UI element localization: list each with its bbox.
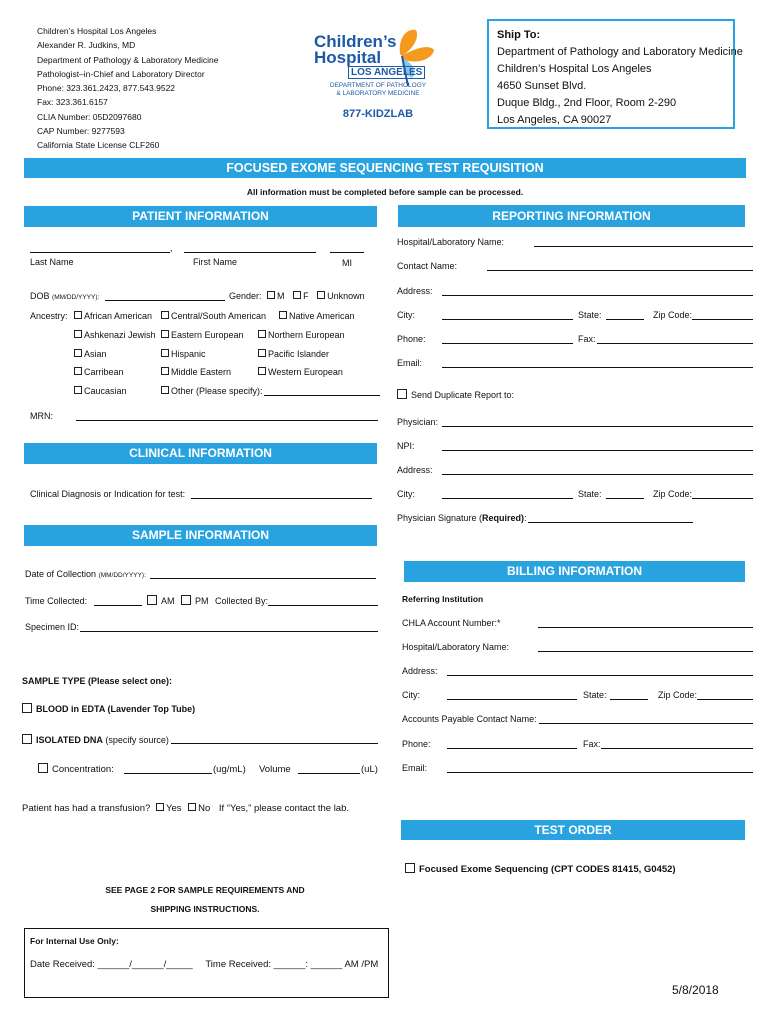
billing-state-label: State: — [583, 690, 607, 700]
am-label: AM — [161, 596, 175, 606]
report-email-label: Email: — [397, 358, 423, 368]
duplicate-report-checkbox[interactable] — [397, 389, 407, 399]
logo-dept-line: & LABORATORY MEDICINE — [336, 90, 420, 97]
collection-date-label — [25, 569, 146, 579]
collected-by-field[interactable] — [268, 605, 378, 606]
report-state-field[interactable] — [606, 319, 644, 320]
report-fax-label: Fax: — [578, 334, 596, 344]
billing-state-field[interactable] — [610, 699, 648, 700]
dna-option[interactable] — [22, 734, 169, 745]
gender-group — [229, 291, 365, 301]
date-received-field[interactable]: ______/______/_____ — [97, 959, 193, 970]
npi-label: NPI: — [397, 441, 415, 451]
lab-info-line: Fax: 323.361.6157 — [37, 97, 108, 108]
billing-fax-field[interactable] — [601, 748, 753, 749]
report-hospital-label: Hospital/Laboratory Name: — [397, 237, 505, 247]
report-city-field[interactable] — [442, 319, 573, 320]
billing-info-heading: BILLING INFORMATION — [404, 561, 745, 582]
ancestry-option[interactable]: Ashkenazi Jewish — [74, 330, 156, 340]
dob-label — [30, 291, 99, 301]
physician-zip-field[interactable] — [692, 498, 753, 499]
report-address-label: Address: — [397, 286, 433, 296]
transfusion-label: Patient has had a transfusion? — [22, 803, 151, 814]
pm-label: PM — [195, 596, 209, 606]
internal-use-title: For Internal Use Only: — [30, 936, 119, 946]
ancestry-option[interactable]: Pacific Islander — [258, 349, 329, 359]
pm-checkbox[interactable] — [181, 595, 191, 605]
billing-city-field[interactable] — [447, 699, 577, 700]
ancestry-option[interactable]: Carribean — [74, 367, 124, 377]
form-date: 5/8/2018 — [672, 983, 719, 997]
ancestry-option[interactable]: Eastern European — [161, 330, 244, 340]
ancestry-option[interactable]: Central/South American — [161, 311, 266, 321]
date-received-row — [30, 959, 378, 970]
chla-account-field[interactable] — [538, 627, 753, 628]
gender-unknown-checkbox[interactable] — [317, 291, 325, 299]
time-collected-field[interactable] — [94, 605, 142, 606]
physician-zip-label: Zip Code: — [653, 489, 693, 499]
mrn-label: MRN: — [30, 411, 53, 421]
duplicate-report-option[interactable] — [397, 389, 514, 400]
am-pm-group — [147, 595, 268, 606]
physician-signature-field[interactable] — [528, 522, 693, 523]
report-contact-label: Contact Name: — [397, 261, 458, 271]
blood-checkbox[interactable] — [22, 703, 32, 713]
report-contact-field[interactable] — [487, 270, 753, 271]
gender-unknown-label: Unknown — [327, 291, 365, 301]
lab-info-line: Pathologist–in-Chief and Laboratory Director — [37, 68, 205, 79]
logo-text-los-angeles: LOS ANGELES — [348, 66, 425, 79]
npi-field[interactable] — [442, 450, 753, 451]
transfusion-no-checkbox[interactable] — [188, 803, 196, 811]
ancestry-option[interactable]: Northern European — [258, 330, 345, 340]
volume-field[interactable] — [298, 773, 360, 774]
collection-date-field[interactable] — [150, 578, 376, 579]
mi-label: MI — [342, 258, 352, 268]
ship-to-title: Ship To: — [497, 29, 541, 41]
lab-info-line: Alexander R. Judkins, MD — [37, 40, 136, 51]
am-checkbox[interactable] — [147, 595, 157, 605]
concentration-group — [38, 763, 114, 775]
billing-email-label: Email: — [402, 763, 428, 773]
report-phone-label: Phone: — [397, 334, 426, 344]
completion-notice: All information must be completed before sample can be processed. — [246, 187, 524, 197]
concentration-label: Concentration: — [52, 764, 114, 775]
blood-label: BLOOD in EDTA (Lavender Top Tube) — [36, 704, 196, 714]
transfusion-note: If “Yes,” please contact the lab. — [218, 803, 350, 814]
ap-contact-field[interactable] — [539, 723, 753, 724]
ship-to-line: 4650 Sunset Blvd. — [497, 80, 587, 92]
signature-label — [397, 513, 527, 523]
chla-account-label: CHLA Account Number:* — [402, 618, 501, 628]
logo-text-childrens: Children’s — [314, 32, 397, 51]
collection-date-text: Date of Collection — [25, 569, 97, 579]
lab-info-block — [37, 24, 218, 153]
ancestry-option[interactable]: Hispanic — [161, 349, 206, 359]
dob-field[interactable] — [105, 300, 225, 301]
ship-to-box — [487, 19, 743, 129]
blood-option[interactable] — [22, 703, 195, 714]
physician-address-label: Address: — [397, 465, 433, 475]
billing-phone-label: Phone: — [402, 739, 431, 749]
concentration-checkbox[interactable] — [38, 763, 48, 773]
physician-label: Physician: — [397, 417, 439, 427]
report-address-field[interactable] — [442, 295, 753, 296]
report-zip-field[interactable] — [692, 319, 753, 320]
dna-checkbox[interactable] — [22, 734, 32, 744]
dna-spec-label: (specify source) — [105, 735, 169, 745]
physician-address-field[interactable] — [442, 474, 753, 475]
lab-info-line: Children’s Hospital Los Angeles — [37, 26, 157, 36]
billing-zip-label: Zip Code: — [658, 690, 698, 700]
diagnosis-field[interactable] — [191, 498, 372, 499]
ancestry-option[interactable]: Middle Eastern — [161, 367, 231, 377]
physician-city-field[interactable] — [442, 498, 573, 499]
report-state-label: State: — [578, 310, 602, 320]
logo-text-hospital: Hospital — [314, 48, 382, 67]
form-title: FOCUSED EXOME SEQUENCING TEST REQUISITION — [24, 158, 746, 178]
concentration-field[interactable] — [124, 773, 212, 774]
ship-to-line: Department of Pathology and Laboratory Medicine — [497, 46, 743, 58]
report-email-field[interactable] — [442, 367, 753, 368]
signature-colon: : — [524, 513, 527, 523]
reporting-info-heading: REPORTING INFORMATION — [398, 205, 745, 227]
gender-f-checkbox[interactable] — [293, 291, 301, 299]
specimen-id-label: Specimen ID: — [25, 622, 80, 632]
ancestry-option[interactable]: Western European — [258, 367, 343, 377]
report-hospital-field[interactable] — [534, 246, 753, 247]
mi-field[interactable] — [330, 252, 364, 253]
billing-fax-label: Fax: — [583, 739, 601, 749]
report-city-label: City: — [397, 310, 415, 320]
transfusion-row — [22, 803, 349, 814]
collected-by-label: Collected By: — [215, 596, 269, 606]
collection-date-format: (MM/DD/YYYY): — [98, 572, 146, 579]
ancestry-label: Ancestry: — [30, 311, 68, 321]
ship-to-line: Children’s Hospital Los Angeles — [497, 63, 652, 75]
billing-address-label: Address: — [402, 666, 438, 676]
gender-label: Gender: — [229, 291, 262, 301]
transfusion-no-label: No — [198, 803, 211, 814]
lab-info-line: California State License CLF260 — [37, 140, 160, 151]
focused-exome-label: Focused Exome Sequencing (CPT CODES 81415, G0452) — [419, 864, 676, 875]
test-order-option[interactable] — [405, 863, 676, 875]
time-received-ampm: AM /PM — [344, 959, 379, 970]
sample-type-title: SAMPLE TYPE (Please select one): — [22, 676, 173, 686]
signature-label-text: Physician Signature ( — [397, 513, 483, 523]
ancestry-option[interactable]: African American — [74, 311, 152, 321]
last-name-label: Last Name — [30, 257, 74, 267]
focused-exome-checkbox[interactable] — [405, 863, 415, 873]
gender-m-label: M — [277, 291, 285, 301]
lab-info-line: CAP Number: 9277593 — [37, 126, 125, 137]
gender-f-label: F — [303, 291, 309, 301]
concentration-unit: (ug/mL) — [213, 764, 246, 775]
billing-city-label: City: — [402, 690, 420, 700]
transfusion-yes-label: Yes — [165, 803, 182, 814]
logo-dept-line: DEPARTMENT OF PATHOLOGY — [329, 82, 427, 89]
ship-to-line: Duque Bldg., 2nd Floor, Room 2-290 — [497, 97, 677, 109]
physician-field[interactable] — [442, 426, 753, 427]
patient-info-heading: PATIENT INFORMATION — [24, 206, 377, 227]
time-received-label: Time Received: — [205, 959, 271, 970]
first-name-label: First Name — [193, 257, 238, 267]
physician-city-label: City: — [397, 489, 415, 499]
last-name-field[interactable] — [30, 252, 170, 253]
test-order-heading: TEST ORDER — [401, 820, 745, 840]
billing-hospital-field[interactable] — [538, 651, 753, 652]
billing-hospital-label: Hospital/Laboratory Name: — [402, 642, 510, 652]
lab-info-line: CLIA Number: 05D2097680 — [37, 111, 142, 122]
billing-address-field[interactable] — [447, 675, 753, 676]
referring-institution-label: Referring Institution — [402, 594, 484, 604]
see-page-2-line: SHIPPING INSTRUCTIONS. — [150, 904, 260, 914]
volume-unit: (uL) — [361, 764, 378, 775]
physician-state-field[interactable] — [606, 498, 644, 499]
transfusion-yes-checkbox[interactable] — [156, 803, 164, 811]
diagnosis-label: Clinical Diagnosis or Indication for test: — [30, 489, 186, 499]
lab-info-line: Department of Pathology & Laboratory Medicine — [37, 54, 219, 65]
name-comma: , — [170, 243, 173, 253]
specimen-id-field[interactable] — [80, 631, 378, 632]
dna-source-field[interactable] — [171, 743, 378, 744]
billing-email-field[interactable] — [447, 772, 753, 773]
logo-phone: 877-KIDZLAB — [342, 108, 414, 120]
clinical-info-heading: CLINICAL INFORMATION — [24, 443, 377, 464]
report-fax-field[interactable] — [597, 343, 753, 344]
time-collected-label: Time Collected: — [25, 596, 88, 606]
ancestry-option[interactable]: Caucasian — [74, 386, 127, 396]
date-received-label: Date Received: — [30, 959, 95, 970]
first-name-field[interactable] — [184, 252, 316, 253]
dob-format: (MM/DD/YYYY): — [52, 294, 100, 301]
billing-zip-field[interactable] — [697, 699, 753, 700]
report-zip-label: Zip Code: — [653, 310, 693, 320]
ap-contact-label: Accounts Payable Contact Name: — [402, 714, 537, 724]
see-page-2-line: SEE PAGE 2 FOR SAMPLE REQUIREMENTS AND — [105, 885, 305, 895]
physician-state-label: State: — [578, 489, 602, 499]
ancestry-option[interactable]: Native American — [279, 311, 355, 321]
billing-phone-field[interactable] — [447, 748, 577, 749]
mrn-field[interactable] — [76, 420, 378, 421]
ship-to-line: Los Angeles, CA 90027 — [497, 114, 612, 126]
volume-label: Volume — [259, 764, 291, 775]
ancestry-option[interactable]: Other (Please specify): — [161, 386, 263, 396]
dna-label: ISOLATED DNA — [36, 735, 103, 745]
report-phone-field[interactable] — [442, 343, 573, 344]
dob-label-text: DOB — [30, 291, 50, 301]
time-received-field[interactable]: ______: ______ — [273, 959, 343, 970]
gender-m-checkbox[interactable] — [267, 291, 275, 299]
sample-info-heading: SAMPLE INFORMATION — [24, 525, 377, 546]
lab-info-line: Phone: 323.361.2423, 877.543.9522 — [37, 83, 176, 94]
chla-logo — [312, 26, 442, 126]
ancestry-option[interactable]: Asian — [74, 349, 107, 359]
duplicate-report-label: Send Duplicate Report to: — [411, 390, 515, 400]
ancestry-other-field[interactable] — [264, 395, 380, 396]
signature-required: Required) — [482, 513, 525, 523]
